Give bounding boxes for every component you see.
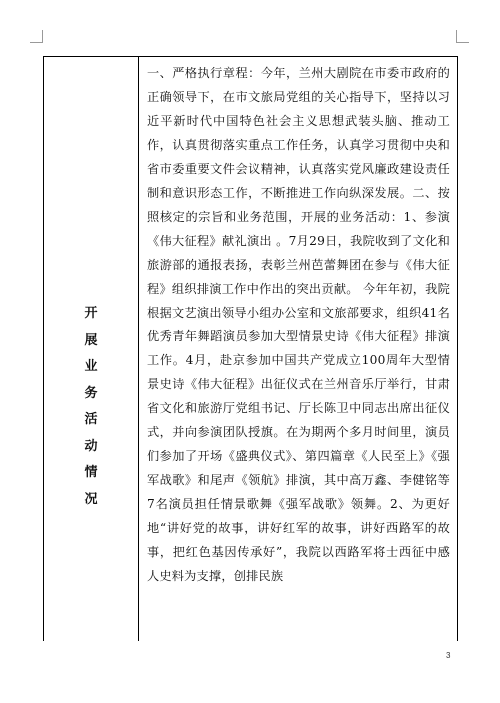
section-label-char: 开 <box>84 306 98 321</box>
section-label-char: 务 <box>84 385 98 401</box>
section-label-char: 业 <box>84 359 98 374</box>
report-table <box>43 56 458 641</box>
section-label-char: 展 <box>84 332 98 348</box>
section-label-char: 情 <box>84 465 98 480</box>
section-label <box>44 301 138 513</box>
section-label-char: 活 <box>84 412 98 427</box>
page-number: 3 <box>446 651 451 660</box>
content-cell <box>139 57 457 641</box>
business-activities-text: 一、严格执行章程：今年，兰州大剧院在市委市政府的正确领导下，在市文旅局党组的关心指导下，坚持以习近平新时代中国特色社会主义思想武装头脑、推动工作，认真贯彻落实重点工作任务，认真学习贯彻中央和省市委重要文件会议精神，认真落实党风廉政建设责任制和意识形态工作，不断推进工作向纵深发展。二、按照核定的宗旨和业务范围，开展的业务活动：1、参演《伟大征程》献礼演出 。7月29日，我院收到了文化和旅游部的通报表扬，表彰兰州芭蕾舞团在参与《伟大征程》组织排演工作中作出的突出贡献。 今年年初，我院根据文艺演出领导小组办公室和文旅部要求，组织41名优秀青年舞蹈演员参加大型情景史诗《伟大征程》排演工作。4月，赴京参加中国共产党成立100周年大型情景史诗《伟大征程》出征仪式在兰州音乐厅举行，甘肃省文化和旅游厅党组书记、厅长陈卫中同志出席出征仪式，并向参演团队授旗。在为期两个多月时间里，演员们参加了开场《盛典仪式》、第四篇章《人民至上》《强军战歌》和尾声《领航》排演，其中高万鑫、李健铭等7名演员担任情景歌舞《强军战歌》领舞。2、为更好地“讲好党的故事，讲好红军的故事，讲好西路军的故事，把红色基因传承好”，我院以西路军将士西征中感人史料为支撑，创排民族 <box>147 66 450 584</box>
crop-mark-top-right <box>456 30 469 43</box>
section-label-cell <box>44 57 139 641</box>
section-label-char: 况 <box>84 491 98 507</box>
crop-mark-top-left <box>30 30 43 43</box>
section-label-char: 动 <box>84 438 98 454</box>
